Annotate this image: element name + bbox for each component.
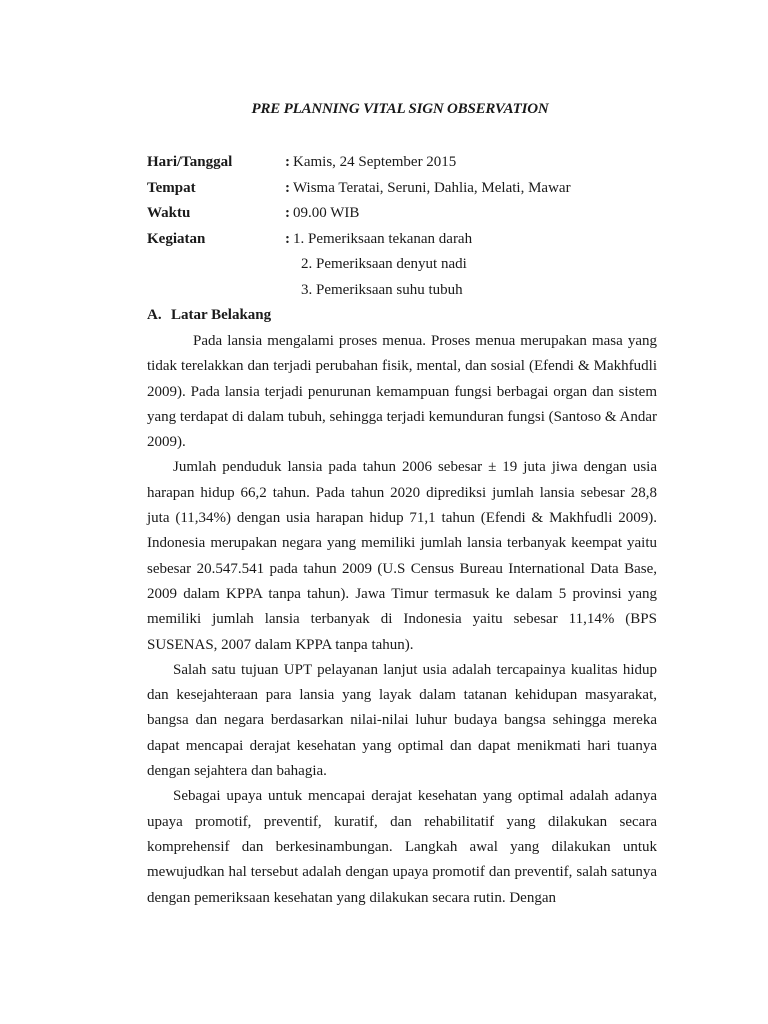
info-row-kegiatan <box>147 229 571 255</box>
info-row-hari-tanggal <box>147 152 571 178</box>
info-row-waktu <box>147 203 571 229</box>
info-label: Tempat <box>147 179 196 196</box>
info-label: Hari/Tanggal <box>147 154 233 170</box>
info-value: 09.00 WIB <box>293 205 360 221</box>
paragraph: Jumlah penduduk lansia pada tahun 2006 sebesar ± 19 juta jiwa dengan usia harapan hidup 66,2 tahun. Pada tahun 2020 diprediksi jumlah lansia sebesar 28,8 juta (11,34%) dengan usia harapan hidup 71,1 tahun (Efendi & Makhfudli 2009). Indonesia merupakan negara yang memiliki jumlah lansia terbanyak keempat yaitu sebesar 20.547.541 pada tahun 2009 (U.S Census Bureau International Data Base, 2009 dalam KPPA tanpa tahun). Jawa Timur termasuk ke dalam 5 provinsi yang memiliki jumlah lansia terbanyak di Indonesia yaitu sebesar 11,14% (BPS SUSENAS, 2007 dalam KPPA tanpa tahun). <box>147 459 657 653</box>
section-title: Latar Belakang <box>171 307 272 323</box>
info-row-tempat <box>147 178 571 204</box>
info-value: Kamis, 24 September 2015 <box>293 154 457 170</box>
kegiatan-item <box>147 280 571 306</box>
kegiatan-item-text: 3. Pemeriksaan suhu tubuh <box>301 281 463 298</box>
info-label: Kegiatan <box>147 230 206 247</box>
info-table <box>147 152 571 305</box>
info-colon: : <box>285 205 290 221</box>
paragraph: Pada lansia mengalami proses menua. Proses menua merupakan masa yang tidak terelakkan dan terjadi perubahan fisik, mental, dan sosial (Efendi & Makhfudli 2009). Pada lansia terjadi penurunan kemampuan fungsi berbagai organ dan sistem yang terdapat di dalam tubuh, sehingga terjadi kemunduran fungsi (Santoso & Andar 2009). <box>147 333 657 451</box>
paragraph: Sebagai upaya untuk mencapai derajat kesehatan yang optimal adalah adanya upaya promotif, preventif, kuratif, dan rehabilitatif yang dilakukan secara komprehensif dan berkesinambungan. Langkah awal yang dilakukan untuk mewujudkan hal tersebut adalah dengan upaya promotif dan preventif, salah satunya dengan pemeriksaan kesehatan yang dilakukan secara rutin. Dengan <box>147 788 657 906</box>
kegiatan-item <box>147 254 571 280</box>
info-colon: : <box>285 154 290 170</box>
info-colon: : <box>285 230 290 247</box>
section-heading <box>147 305 271 325</box>
info-colon: : <box>285 179 290 196</box>
kegiatan-item-text: 2. Pemeriksaan denyut nadi <box>301 256 467 272</box>
info-value: Wisma Teratai, Seruni, Dahlia, Melati, Mawar <box>293 179 571 196</box>
info-label: Waktu <box>147 205 191 221</box>
info-value: 1. Pemeriksaan tekanan darah <box>293 230 473 247</box>
paragraph: Salah satu tujuan UPT pelayanan lanjut usia adalah tercapainya kualitas hidup dan kesejahteraan para lansia yang layak dalam tatanan kehidupan masyarakat, bangsa dan negara berdasarkan nilai-nilai luhur budaya bangsa sehingga mereka dapat mencapai derajat kesehatan yang optimal dan dapat menikmati hari tuanya dengan sejahtera dan bahagia. <box>147 661 657 780</box>
section-body <box>147 329 657 911</box>
section-letter: A. <box>147 307 162 323</box>
document-title: PRE PLANNING VITAL SIGN OBSERVATION <box>251 101 549 117</box>
